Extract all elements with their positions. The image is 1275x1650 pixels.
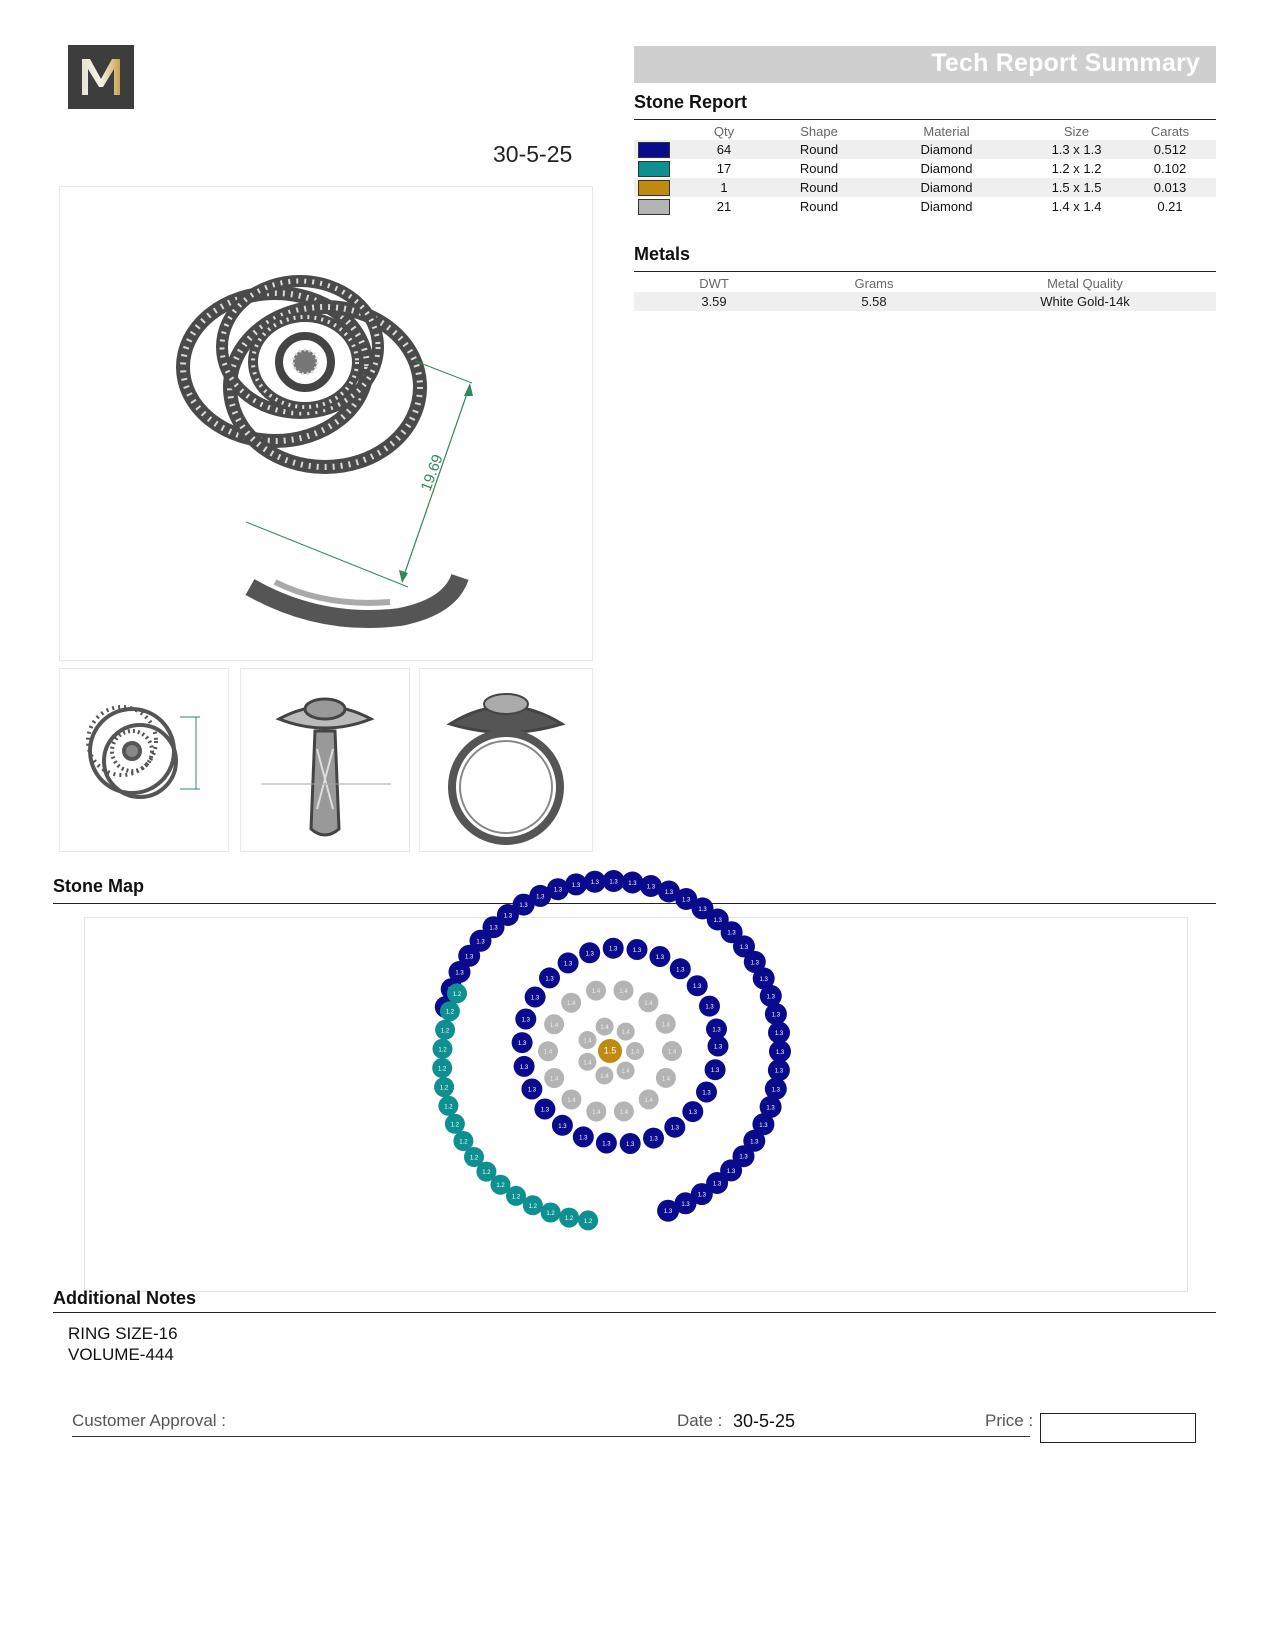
ring-front-view-image (420, 669, 592, 851)
price-label: Price : (985, 1411, 1034, 1430)
stone-gray (586, 981, 606, 1001)
stone-size-label: 1.3 (540, 1107, 550, 1114)
stone-size-label: 1.4 (621, 1069, 630, 1076)
stone-report-rule (634, 119, 1216, 120)
carats-cell: 0.512 (1124, 140, 1216, 159)
stone-size-label: 1.3 (521, 1017, 530, 1024)
dwt-cell: 3.59 (634, 292, 794, 311)
stone-blue (768, 1059, 790, 1081)
stone-gray (561, 993, 581, 1013)
table-row (634, 159, 1216, 178)
stone-size-label: 1.3 (726, 1168, 736, 1175)
stone-blue (696, 1082, 717, 1103)
approval-signature-line[interactable] (72, 1436, 1030, 1437)
table-row (634, 178, 1216, 197)
table-row (634, 140, 1216, 159)
stone-size-label: 1.3 (489, 925, 498, 932)
stone-size-label: 1.2 (445, 1009, 455, 1016)
qty-cell: 64 (674, 140, 774, 159)
stone-size-label: 1.3 (713, 1044, 723, 1051)
size-cell: 1.2 x 1.2 (1051, 161, 1102, 176)
stone-gray (617, 1023, 635, 1041)
stone-size-label: 1.3 (536, 894, 545, 901)
stone-blue (620, 1133, 641, 1154)
stone-size-label: 1.4 (592, 1110, 601, 1116)
stone-blue (558, 952, 579, 973)
stone-report-header-row (634, 122, 1216, 140)
stone-size-label: 1.2 (583, 1218, 593, 1225)
stone-blue (670, 958, 691, 979)
price-input-box[interactable] (1040, 1413, 1196, 1443)
metals-title: Metals (634, 244, 691, 264)
stone-size-label: 1.3 (712, 1027, 721, 1034)
stone-blue (525, 987, 546, 1008)
stone-size-label: 1.3 (697, 1192, 706, 1199)
stone-size-label: 1.4 (619, 1109, 629, 1116)
stone-blue (621, 872, 643, 894)
stone-blue (596, 1133, 617, 1154)
stone-gray (614, 981, 634, 1001)
material-cell: Diamond (920, 199, 973, 214)
stone-size-label: 1.3 (710, 1068, 720, 1075)
report-header-bar (634, 46, 1216, 83)
stone-size-label: 1.2 (440, 1028, 450, 1035)
stone-size-label: 1.3 (519, 903, 528, 910)
stone-size-label: 1.3 (766, 1105, 775, 1112)
stone-gray (538, 1041, 558, 1061)
stone-gray (595, 1066, 613, 1084)
size-cell: 1.4 x 1.4 (1051, 199, 1102, 214)
stone-size-label: 1.3 (771, 1012, 781, 1019)
stone-size-label: 1.4 (583, 1038, 592, 1045)
metal-quality-cell: White Gold-14k (954, 292, 1216, 311)
stone-size-label: 1.3 (739, 944, 749, 951)
stone-teal (453, 1131, 473, 1151)
stone-size-label: 1.3 (609, 946, 618, 953)
stone-gray (544, 1068, 564, 1088)
stone-size-label: 1.4 (591, 989, 601, 996)
stone-gray (656, 1068, 676, 1088)
stone-blue (769, 1040, 791, 1062)
stone-size-label: 1.4 (667, 1049, 677, 1056)
stone-size-label: 1.3 (670, 1125, 679, 1132)
stone-size-label: 1.3 (545, 976, 554, 983)
stone-size-label: 1.4 (644, 1000, 653, 1007)
stone-size-label: 1.3 (775, 1049, 785, 1056)
stone-size-label: 1.3 (750, 1139, 759, 1146)
stone-size-label: 1.2 (496, 1183, 505, 1190)
stone-size-label: 1.4 (567, 1001, 576, 1008)
stone-teal (438, 1096, 458, 1116)
logo-m-icon (68, 45, 134, 109)
column-header-material: Material (923, 123, 970, 139)
stone-size-label: 1.3 (664, 890, 674, 896)
stone-blue (514, 1056, 535, 1077)
stone-size-label: 1.3 (476, 939, 485, 946)
stone-size-label: 1.2 (438, 1066, 447, 1073)
column-header-shape: Shape (800, 123, 838, 139)
stone-size-label: 1.3 (759, 1122, 768, 1129)
stone-size-label: 1.3 (563, 961, 573, 968)
stone-teal (559, 1208, 579, 1228)
stone-blue (515, 1009, 536, 1030)
stone-size-label: 1.4 (567, 1098, 576, 1104)
project-code: 30-5-25 (493, 141, 573, 167)
stone-size-label: 1.3 (503, 913, 513, 920)
material-cell: Diamond (920, 161, 973, 176)
stone-size-label: 1.4 (600, 1073, 609, 1080)
stone-blue (534, 1099, 555, 1120)
stone-teal (447, 983, 467, 1003)
stone-teal (440, 1001, 460, 1021)
customer-approval-label: Customer Approval : (72, 1411, 227, 1430)
notes-title: Additional Notes (53, 1288, 196, 1308)
stone-gray (614, 1101, 634, 1121)
stone-map-rule (53, 903, 1216, 904)
stone-gray (617, 1062, 635, 1080)
notes-rule (53, 1312, 1216, 1313)
carats-cell: 0.013 (1124, 178, 1216, 197)
table-row (634, 292, 1216, 311)
size-cell: 1.5 x 1.5 (1029, 178, 1124, 197)
stone-size-label: 1.3 (682, 897, 691, 904)
color-swatch (638, 161, 670, 177)
metals-table (634, 274, 1216, 311)
metals-rule (634, 271, 1216, 272)
stone-size-label: 1.4 (600, 1025, 609, 1032)
stone-blue (657, 1200, 679, 1222)
stone-size-label: 1.3 (558, 1123, 567, 1130)
thumbnail-front-view[interactable] (419, 668, 593, 852)
main-render-view (59, 186, 593, 661)
shape-cell: Round (774, 178, 864, 197)
stone-size-label: 1.3 (766, 994, 775, 1001)
stone-gray (596, 1018, 614, 1036)
stone-size-label: 1.3 (626, 1142, 635, 1148)
stone-size-label: 1.4 (549, 1022, 559, 1029)
stone-size-label: 1.3 (698, 906, 707, 913)
stone-size-label: 1.3 (649, 1136, 658, 1143)
stone-size-label: 1.3 (530, 995, 540, 1002)
stone-gray (579, 1031, 597, 1049)
stone-size-label: 1.3 (727, 930, 736, 937)
column-header-grams: Grams (854, 275, 894, 291)
stone-size-label: 1.2 (546, 1211, 555, 1217)
stone-teal (435, 1020, 455, 1040)
stone-size-label: 1.2 (439, 1085, 449, 1092)
thumbnail-side-view[interactable] (240, 668, 410, 852)
stone-size-label: 1.3 (579, 1135, 588, 1142)
stone-teal (541, 1203, 561, 1223)
dimension-label: 19.69 (417, 452, 447, 494)
stone-blue (765, 1003, 787, 1025)
stone-size-label: 1.3 (774, 1068, 784, 1075)
stone-size-label: 1.3 (519, 1064, 529, 1071)
grams-cell: 5.58 (794, 292, 954, 311)
stone-size-label: 1.3 (585, 951, 594, 958)
stone-gray (561, 1090, 581, 1110)
stone-size-label: 1.3 (628, 881, 637, 887)
shape-cell: Round (799, 199, 839, 214)
stone-size-label: 1.3 (739, 1154, 748, 1161)
stone-size-label: 1.3 (455, 970, 464, 977)
stone-size-label: 1.2 (459, 1139, 468, 1146)
stone-size-label: 1.4 (619, 989, 628, 995)
stone-size-label: 1.4 (583, 1060, 592, 1067)
stone-size-label: 1.3 (681, 1201, 690, 1208)
stone-size-label: 1.3 (609, 879, 618, 886)
swatch-column-header (634, 122, 674, 140)
stone-size-label: 1.3 (705, 1004, 714, 1011)
ring-top-view-image (60, 669, 228, 851)
stone-size-label: 1.2 (528, 1203, 537, 1210)
carats-cell: 0.102 (1153, 161, 1187, 176)
note-volume: VOLUME-444 (68, 1345, 174, 1364)
stone-gray (578, 1053, 596, 1071)
stone-size-label: 1.2 (469, 1155, 479, 1162)
stone-blue (687, 975, 708, 996)
stone-size-label: 1.3 (590, 880, 599, 887)
stone-size-label: 1.2 (452, 991, 462, 998)
thumbnail-top-view[interactable] (59, 668, 229, 852)
stone-blue (584, 871, 606, 893)
stone-size-label: 1.2 (564, 1216, 574, 1223)
carats-cell: 0.21 (1157, 199, 1183, 214)
stone-gray (626, 1042, 644, 1060)
stone-gray (586, 1102, 606, 1122)
stone-size-label: 1.3 (750, 960, 759, 967)
column-header-dwt: DWT (699, 275, 729, 291)
stone-blue (573, 1126, 594, 1147)
stone-teal (578, 1210, 598, 1230)
stone-teal (432, 1058, 452, 1078)
date-value: 30-5-25 (733, 1411, 796, 1431)
note-ring-size: RING SIZE-16 (68, 1324, 178, 1343)
stone-size-label: 1.4 (661, 1022, 670, 1029)
table-row (634, 197, 1216, 216)
stone-size-label: 1.3 (676, 967, 685, 974)
stone-size-label: 1.3 (713, 918, 722, 924)
stone-size-label: 1.3 (517, 1041, 527, 1048)
stone-teal (434, 1077, 454, 1097)
stone-gray (639, 1089, 659, 1109)
ring-render-image (60, 187, 592, 660)
stone-blue (539, 967, 560, 988)
qty-cell: 17 (716, 161, 732, 176)
stone-gray (544, 1014, 564, 1034)
stone-gray (656, 1014, 676, 1034)
brand-logo (68, 45, 134, 109)
stone-size-label: 1.2 (444, 1104, 453, 1111)
stone-blue (627, 939, 648, 960)
stone-size-label: 1.2 (438, 1047, 447, 1054)
stone-blue (603, 938, 624, 959)
report-title: Tech Report Summary (931, 49, 1200, 77)
notes-body (68, 1323, 178, 1365)
stone-size-label: 1.3 (632, 948, 642, 954)
column-header-metal-quality: Metal Quality (1047, 275, 1123, 291)
color-swatch (638, 142, 670, 158)
stone-size-label: 1.3 (759, 976, 768, 983)
stone-size-label: 1.4 (621, 1030, 630, 1037)
stone-size-label: 1.4 (550, 1076, 559, 1083)
stone-teal (445, 1114, 465, 1134)
stone-gray (662, 1041, 682, 1061)
size-cell: 1.3 x 1.3 (1029, 140, 1124, 159)
stone-size-label: 1.3 (688, 1110, 697, 1117)
color-swatch (638, 199, 670, 215)
stone-size-label: 1.3 (465, 954, 474, 961)
stone-size-label: 1.4 (661, 1076, 671, 1083)
stone-size-label: 1.3 (527, 1087, 537, 1094)
stone-teal (433, 1039, 453, 1059)
stone-size-label: 1.5 (603, 1045, 617, 1056)
stone-size-label: 1.4 (644, 1097, 653, 1104)
shape-cell: Round (799, 161, 839, 176)
column-header-size: Size (1063, 123, 1090, 139)
stone-size-label: 1.3 (646, 884, 656, 891)
stone-size-label: 1.3 (602, 1141, 611, 1148)
stone-size-label: 1.3 (702, 1090, 711, 1097)
metals-header-row (634, 274, 1216, 292)
stone-size-label: 1.4 (630, 1049, 640, 1056)
stone-blue (603, 870, 625, 892)
stone-blue (682, 1101, 703, 1122)
stone-size-label: 1.2 (450, 1122, 460, 1129)
date-label: Date : (677, 1411, 723, 1430)
stone-gray (638, 992, 658, 1012)
column-header-qty: Qty (713, 123, 735, 139)
stone-gold (598, 1039, 622, 1063)
qty-cell: 1 (674, 178, 774, 197)
material-cell: Diamond (864, 140, 1029, 159)
stone-blue (565, 873, 587, 895)
stone-blue (512, 1032, 533, 1053)
stone-size-label: 1.3 (774, 1031, 784, 1038)
stone-size-label: 1.3 (771, 1087, 780, 1094)
stone-blue (521, 1079, 542, 1100)
stone-blue (706, 1019, 727, 1040)
stone-size-label: 1.3 (655, 955, 665, 961)
stone-blue (649, 946, 670, 967)
qty-cell: 21 (716, 199, 732, 214)
stone-size-label: 1.3 (712, 1181, 722, 1188)
stone-blue (699, 996, 720, 1017)
color-swatch (638, 180, 670, 196)
ring-side-view-image (241, 669, 409, 851)
shape-cell: Round (774, 140, 864, 159)
stone-size-label: 1.2 (482, 1170, 491, 1177)
stone-size-label: 1.3 (553, 887, 563, 894)
stone-blue (579, 942, 600, 963)
stone-size-label: 1.4 (543, 1049, 553, 1056)
stone-blue (664, 1117, 685, 1138)
stone-size-label: 1.2 (511, 1194, 521, 1201)
stone-map-title: Stone Map (53, 876, 145, 896)
stone-blue (705, 1059, 726, 1080)
column-header-carats: Carats (1150, 123, 1190, 139)
material-cell: Diamond (864, 178, 1029, 197)
stone-size-label: 1.3 (693, 984, 702, 991)
stone-teal (523, 1195, 543, 1215)
stone-blue (552, 1115, 573, 1136)
stone-size-label: 1.3 (571, 882, 581, 889)
stone-blue (643, 1128, 664, 1149)
stone-size-label: 1.3 (663, 1209, 673, 1216)
stone-blue (768, 1022, 790, 1044)
stone-report-title: Stone Report (634, 92, 748, 112)
stone-report-table (634, 122, 1216, 216)
